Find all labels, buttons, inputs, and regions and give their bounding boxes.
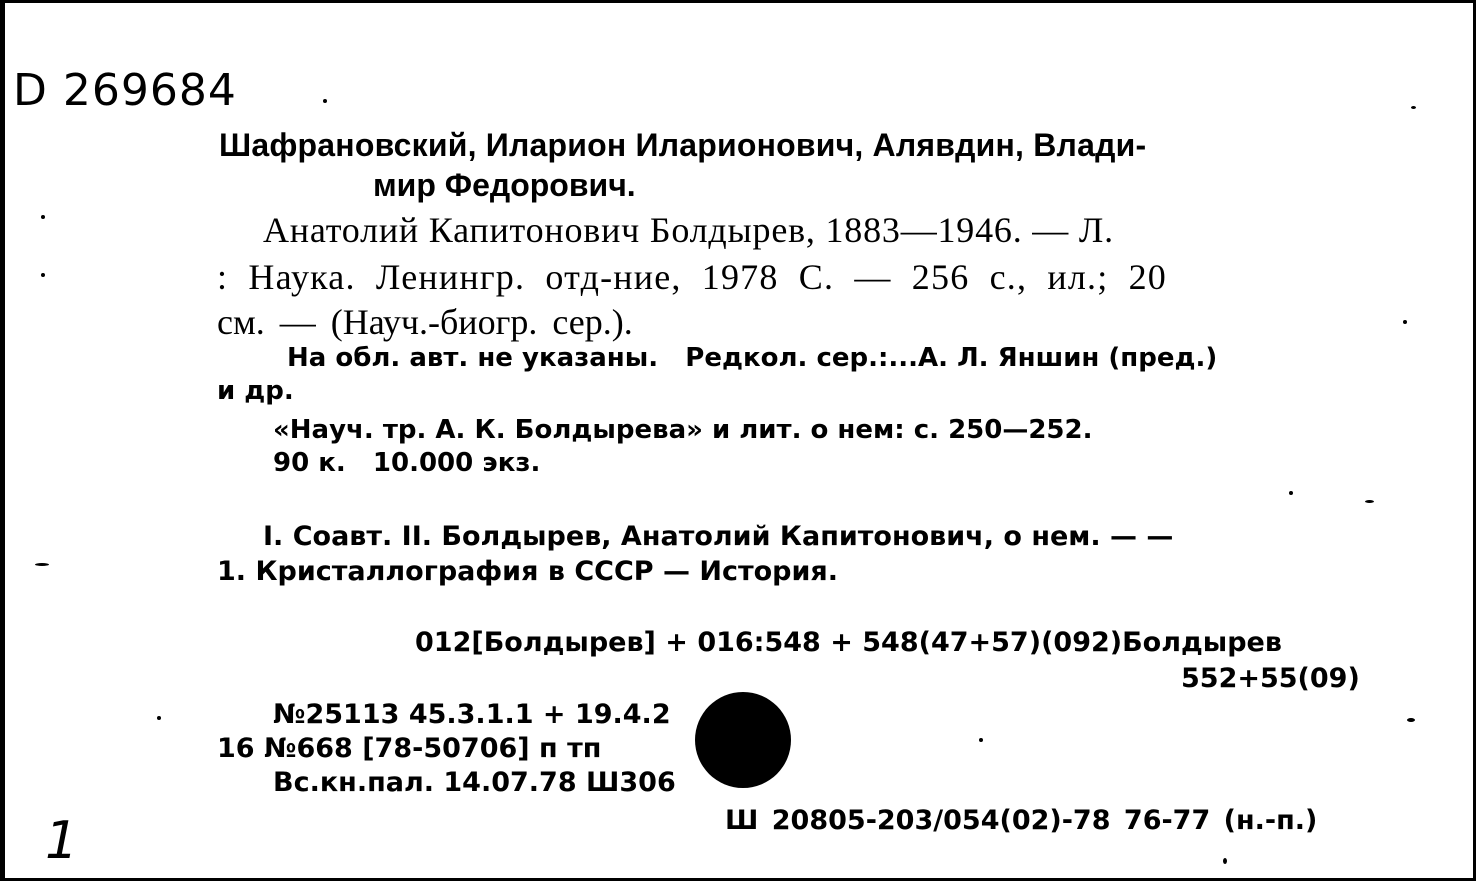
udc-line1: 012[Болдырев] + 016:548 + 548(47+57)(092)Болдырев [415,627,1282,658]
scan-speck [41,215,45,219]
note-editorial-cont: и др. [217,376,294,406]
handwritten-mark: 1 [45,811,79,871]
title-line2: : Наука. Ленингр. отд-ние, 1978 С. — 256 с., ил.; 20 [217,257,1168,297]
inventory-number: D 269684 [13,65,237,116]
scan-speck [41,273,45,277]
author-heading-line1: Шафрановский, Иларион Иларионович, Алявдин, Влади- [219,127,1147,163]
author-heading-line2: мир Федорович. [373,167,636,203]
scan-speck [323,99,327,103]
scan-speck [1403,320,1407,324]
scan-speck [1407,718,1415,722]
scan-speck [157,716,161,720]
tracing-line1: I. Соавт. II. Болдырев, Анатолий Капитонович, о нем. — — [263,521,1174,552]
note-editorial: На обл. авт. не указаны. Редкол. сер.:...А. Л. Яншин (пред.) [287,343,1218,373]
price-and-print-run: 90 к. 10.000 экз. [273,448,541,478]
title-line3: см. — (Науч.-биогр. сер.). [217,302,633,342]
udc-line2: 552+55(09) [1181,663,1360,694]
scan-speck [979,738,983,742]
index-code: Ш 20805-203/054(02)-78 76-77 (н.-п.) [725,805,1318,836]
scan-speck [35,563,49,566]
scan-speck [1365,500,1374,503]
catalog-line2: 16 №668 [78-50706] п тп [217,733,602,764]
title-line1: Анатолий Капитонович Болдырев, 1883—1946. — Л. [263,210,1114,250]
scan-speck [1411,106,1416,109]
catalog-line3: Вс.кн.пал. 14.07.78 Ш306 [273,767,676,798]
scan-speck [1223,858,1227,864]
punch-hole [695,692,791,788]
catalog-line1: №25113 45.3.1.1 + 19.4.2 [273,699,671,730]
scan-speck [1289,491,1293,495]
tracing-line2: 1. Кристаллография в СССР — История. [217,556,838,587]
note-bibliography: «Науч. тр. А. К. Болдырева» и лит. о нем: с. 250—252. [273,415,1093,445]
